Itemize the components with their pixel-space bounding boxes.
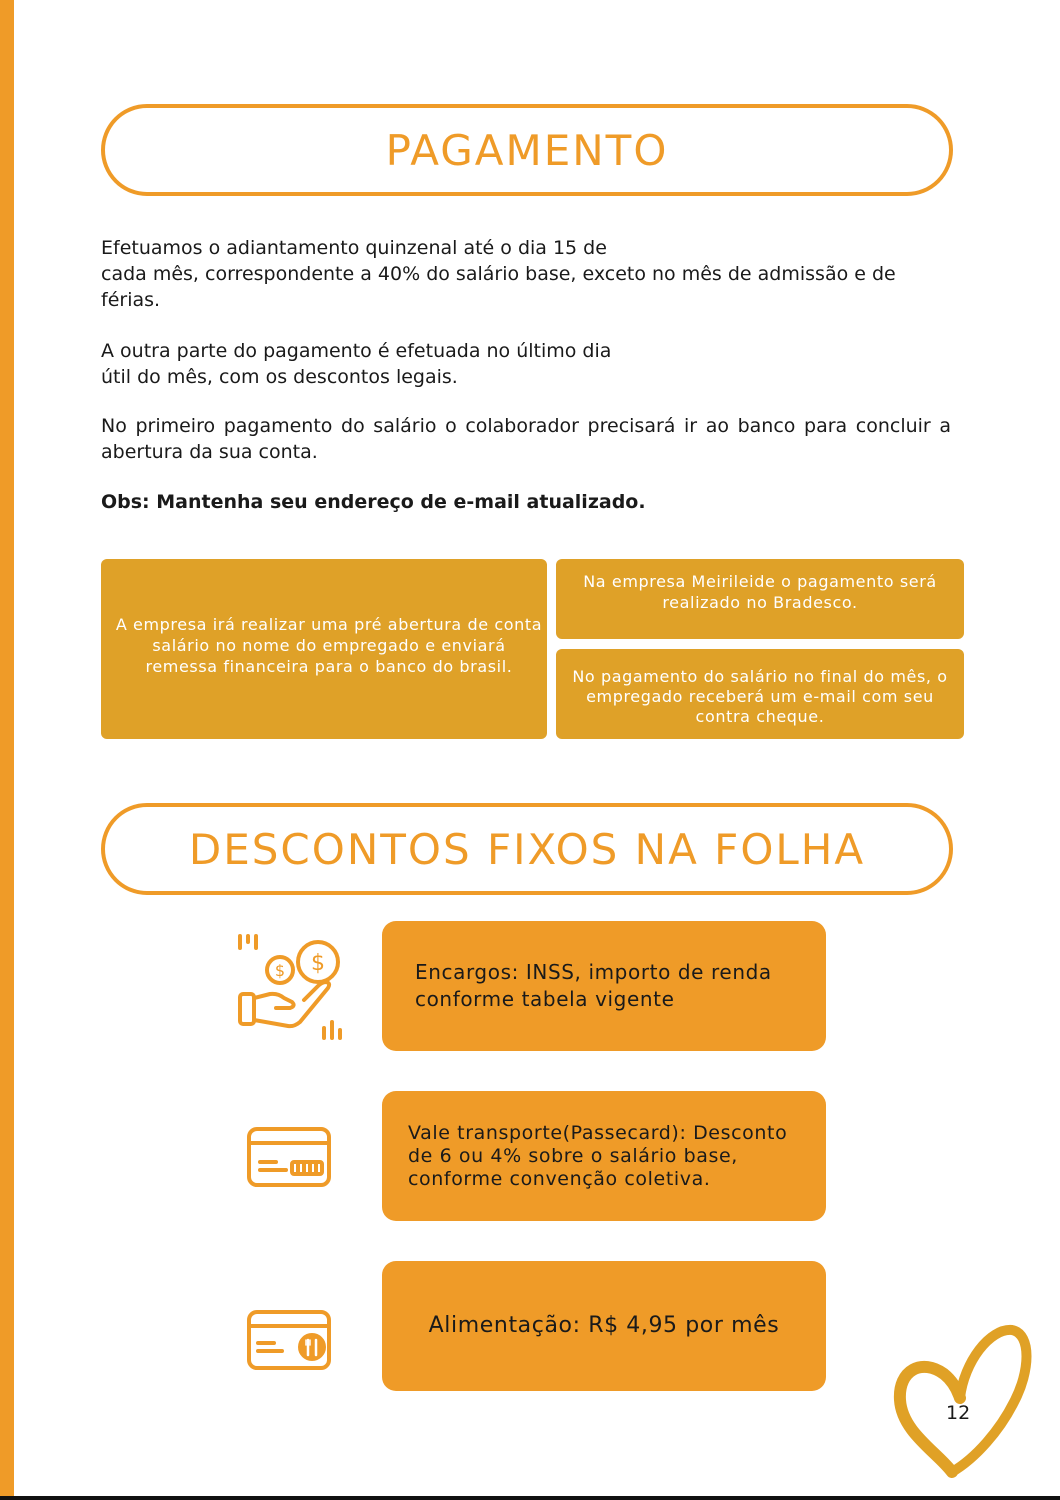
- paragraph-adiantamento: Efetuamos o adiantamento quinzenal até o dia 15 de cada mês, correspondente a 40% do salário base, exceto no mês de admissão e de férias.: [101, 237, 896, 311]
- bottom-border: [0, 1496, 1060, 1500]
- svg-text:$: $: [311, 951, 325, 976]
- paragraph-primeiro-pagamento: No primeiro pagamento do salário o colaborador precisará ir ao banco para concluir a abertura da sua conta.: [101, 415, 951, 463]
- section-title-text: PAGAMENTO: [385, 125, 669, 175]
- info-box-conta-salario: A empresa irá realizar uma pré abertura de conta salário no nome do empregado e enviará remessa financeira para o banco do brasil.: [101, 559, 547, 739]
- left-accent-bar: [0, 0, 14, 1500]
- hand-money-icon: [230, 928, 348, 1044]
- discount-item-vale-transporte: Vale transporte(Passecard): Desconto de 6 ou 4% sobre o salário base, conforme convenção coletiva.: [382, 1091, 826, 1221]
- discount-item-encargos: Encargos: INSS, importo de renda conforme tabela vigente: [382, 921, 826, 1051]
- discount-item-alimentacao: Alimentação: R$ 4,95 por mês: [382, 1261, 826, 1391]
- section-title-pagamento: [101, 104, 953, 196]
- svg-text:$: $: [274, 961, 286, 980]
- info-box-bradesco: Na empresa Meirileide o pagamento será realizado no Bradesco.: [556, 559, 964, 639]
- food-card-icon: [246, 1309, 332, 1371]
- section-title-text: DESCONTOS FIXOS NA FOLHA: [188, 824, 866, 874]
- transport-card-icon: [246, 1126, 332, 1188]
- info-box-contra-cheque: No pagamento do salário no final do mês, o empregado receberá um e-mail com seu contra cheque.: [556, 649, 964, 739]
- section-title-descontos: [101, 803, 953, 895]
- paragraph-outra-parte: A outra parte do pagamento é efetuada no último dia útil do mês, com os descontos legais.: [101, 340, 612, 388]
- page-number: 12: [946, 1402, 971, 1424]
- note-email: Obs: Mantenha seu endereço de e-mail atualizado.: [101, 491, 646, 513]
